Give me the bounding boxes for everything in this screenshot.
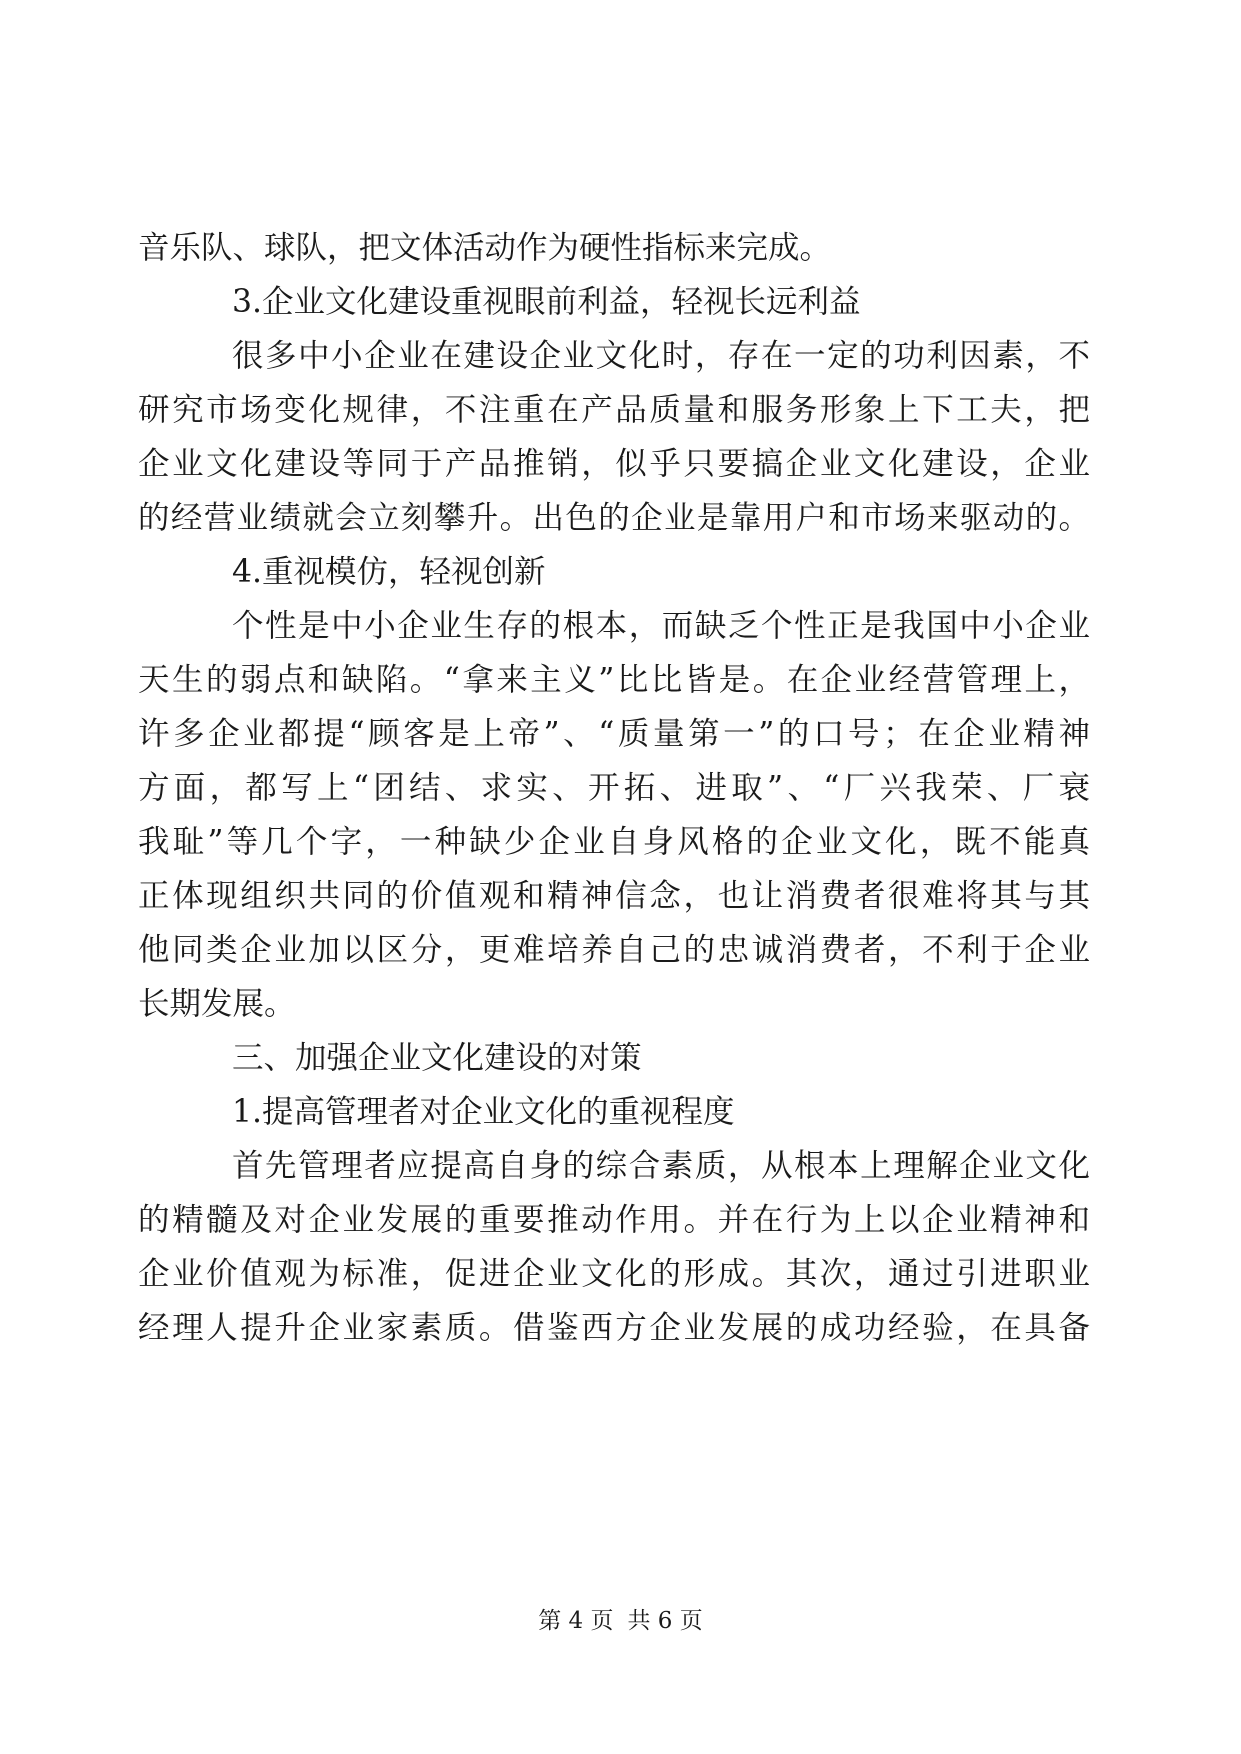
text-line: 我耻”等几个字，一种缺少企业自身风格的企业文化，既不能真: [138, 824, 1090, 860]
text-line: 的经营业绩就会立刻攀升。出色的企业是靠用户和市场来驱动的。: [138, 500, 1090, 536]
text-line: 许多企业都提“顾客是上帝”、“质量第一”的口号；在企业精神: [138, 716, 1090, 752]
document-body: [138, 221, 1090, 1355]
text-line: 方面，都写上“团结、求实、开拓、进取”、“厂兴我荣、厂衰: [138, 770, 1090, 806]
text-line: 企业价值观为标准，促进企业文化的形成。其次，通过引进职业: [138, 1256, 1090, 1292]
text-line: 正体现组织共同的价值观和精神信念，也让消费者很难将其与其: [138, 878, 1090, 914]
section-heading: 三、加强企业文化建设的对策: [232, 1040, 642, 1076]
page-number: 第 4 页: [538, 1608, 614, 1634]
section-heading: 1.提高管理者对企业文化的重视程度: [232, 1094, 735, 1130]
text-line: 个性是中小企业生存的根本，而缺乏个性正是我国中小企业: [232, 608, 1090, 644]
page-footer: [0, 1606, 1241, 1636]
text-line: 首先管理者应提高自身的综合素质，从根本上理解企业文化: [232, 1148, 1090, 1184]
text-line: 的精髓及对企业发展的重要推动作用。并在行为上以企业精神和: [138, 1202, 1090, 1238]
text-line: 研究市场变化规律，不注重在产品质量和服务形象上下工夫，把: [138, 392, 1090, 428]
text-line: 天生的弱点和缺陷。“拿来主义”比比皆是。在企业经营管理上，: [138, 662, 1090, 698]
text-line: 他同类企业加以区分，更难培养自己的忠诚消费者，不利于企业: [138, 932, 1090, 968]
text-line: 长期发展。: [138, 986, 296, 1022]
page-total: 共 6 页: [627, 1608, 703, 1634]
text-line: 企业文化建设等同于产品推销，似乎只要搞企业文化建设，企业: [138, 446, 1090, 482]
text-line: 音乐队、球队，把文体活动作为硬性指标来完成。: [138, 230, 832, 266]
text-line: 经理人提升企业家素质。借鉴西方企业发展的成功经验，在具备: [138, 1310, 1090, 1346]
text-line: 很多中小企业在建设企业文化时，存在一定的功利因素，不: [232, 338, 1090, 374]
section-heading: 4.重视模仿，轻视创新: [232, 554, 546, 590]
section-heading: 3.企业文化建设重视眼前利益，轻视长远利益: [232, 284, 861, 320]
